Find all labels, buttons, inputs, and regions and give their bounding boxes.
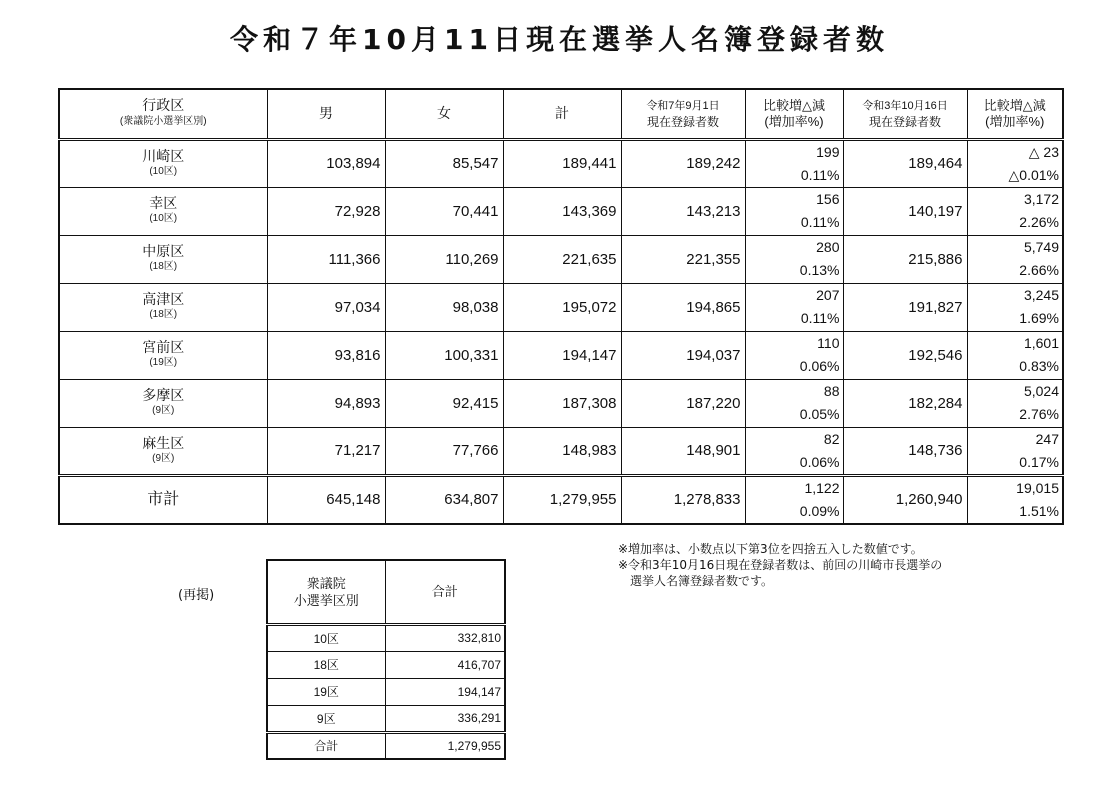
- past-cell: 215,886: [843, 235, 967, 283]
- table-row: [59, 139, 1063, 187]
- value-cell: 416,707: [385, 651, 505, 678]
- female-cell: 85,547: [385, 139, 503, 187]
- past-cell: 140,197: [843, 187, 967, 235]
- table-header-row: [267, 560, 505, 624]
- prev-cell: 194,037: [621, 331, 745, 379]
- female-cell: 92,415: [385, 379, 503, 427]
- diff1-cell: 199 0.11%: [745, 139, 843, 187]
- diff2-cell: 1,601 0.83%: [967, 331, 1063, 379]
- diff2-cell: 19,015 1.51%: [967, 475, 1063, 524]
- total-value-cell: 1,279,955: [385, 732, 505, 759]
- past-cell: 182,284: [843, 379, 967, 427]
- diff1-cell: 88 0.05%: [745, 379, 843, 427]
- male-cell: 93,816: [267, 331, 385, 379]
- prev-cell: 1,278,833: [621, 475, 745, 524]
- header-diff-1: 比較増△減 (増加率%): [745, 89, 843, 139]
- diff1-cell: 82 0.06%: [745, 427, 843, 475]
- table-row: [59, 187, 1063, 235]
- male-cell: 71,217: [267, 427, 385, 475]
- header-prev-registered: 令和7年9月1日 現在登録者数: [621, 89, 745, 139]
- header-diff-2: 比較増△減 (増加率%): [967, 89, 1063, 139]
- sub-total-row: [267, 732, 505, 759]
- value-cell: 336,291: [385, 705, 505, 732]
- diff2-cell: 3,172 2.26%: [967, 187, 1063, 235]
- header-past-registered: 令和3年10月16日 現在登録者数: [843, 89, 967, 139]
- table-row: [59, 235, 1063, 283]
- female-cell: 634,807: [385, 475, 503, 524]
- ward-cell: 宮前区 (19区): [59, 331, 267, 379]
- header-ward: 行政区 (衆議院小選挙区別): [59, 89, 267, 139]
- female-cell: 70,441: [385, 187, 503, 235]
- diff2-cell: 5,024 2.76%: [967, 379, 1063, 427]
- value-cell: 332,810: [385, 624, 505, 651]
- diff1-cell: 156 0.11%: [745, 187, 843, 235]
- total-cell: 1,279,955: [503, 475, 621, 524]
- header-total: 計: [503, 89, 621, 139]
- repost-label: (再掲): [178, 588, 215, 603]
- header-female: 女: [385, 89, 503, 139]
- past-cell: 189,464: [843, 139, 967, 187]
- prev-cell: 148,901: [621, 427, 745, 475]
- ward-cell: 川崎区 (10区): [59, 139, 267, 187]
- district-cell: 19区: [267, 678, 385, 705]
- past-cell: 192,546: [843, 331, 967, 379]
- prev-cell: 143,213: [621, 187, 745, 235]
- footnote-2: ※令和3年10月16日現在登録者数は、前回の川崎市長選挙の: [618, 558, 943, 572]
- female-cell: 77,766: [385, 427, 503, 475]
- table-row: [267, 705, 505, 732]
- total-cell: 195,072: [503, 283, 621, 331]
- diff1-cell: 110 0.06%: [745, 331, 843, 379]
- footnotes: [618, 541, 942, 589]
- district-cell: 10区: [267, 624, 385, 651]
- ward-cell: 市計: [59, 475, 267, 524]
- registration-table: [58, 88, 1064, 525]
- total-cell: 148,983: [503, 427, 621, 475]
- diff2-cell: 247 0.17%: [967, 427, 1063, 475]
- male-cell: 111,366: [267, 235, 385, 283]
- ward-cell: 麻生区 (9区): [59, 427, 267, 475]
- female-cell: 98,038: [385, 283, 503, 331]
- table-header-row: [59, 89, 1063, 139]
- diff2-cell: △ 23 △0.01%: [967, 139, 1063, 187]
- diff1-cell: 1,122 0.09%: [745, 475, 843, 524]
- diff1-cell: 207 0.11%: [745, 283, 843, 331]
- total-cell: 143,369: [503, 187, 621, 235]
- city-total-row: [59, 475, 1063, 524]
- diff1-cell: 280 0.13%: [745, 235, 843, 283]
- district-cell: 18区: [267, 651, 385, 678]
- female-cell: 110,269: [385, 235, 503, 283]
- male-cell: 94,893: [267, 379, 385, 427]
- page-title: 令和７年10月11日現在選挙人名簿登録者数: [230, 23, 889, 56]
- header-male: 男: [267, 89, 385, 139]
- ward-cell: 多摩区 (9区): [59, 379, 267, 427]
- table-row: [267, 678, 505, 705]
- ward-cell: 中原区 (18区): [59, 235, 267, 283]
- ward-cell: 高津区 (18区): [59, 283, 267, 331]
- prev-cell: 189,242: [621, 139, 745, 187]
- male-cell: 97,034: [267, 283, 385, 331]
- male-cell: 645,148: [267, 475, 385, 524]
- table-row: [59, 283, 1063, 331]
- prev-cell: 194,865: [621, 283, 745, 331]
- table-row: [267, 624, 505, 651]
- table-row: [59, 331, 1063, 379]
- prev-cell: 187,220: [621, 379, 745, 427]
- female-cell: 100,331: [385, 331, 503, 379]
- prev-cell: 221,355: [621, 235, 745, 283]
- ward-cell: 幸区 (10区): [59, 187, 267, 235]
- total-cell: 221,635: [503, 235, 621, 283]
- diff2-cell: 3,245 1.69%: [967, 283, 1063, 331]
- past-cell: 191,827: [843, 283, 967, 331]
- header-district: 衆議院 小選挙区別: [267, 560, 385, 624]
- male-cell: 72,928: [267, 187, 385, 235]
- past-cell: 1,260,940: [843, 475, 967, 524]
- total-cell: 194,147: [503, 331, 621, 379]
- footnote-1: ※増加率は、小数点以下第3位を四捨五入した数値です。: [618, 542, 923, 556]
- past-cell: 148,736: [843, 427, 967, 475]
- table-row: [267, 651, 505, 678]
- total-cell: 187,308: [503, 379, 621, 427]
- diff2-cell: 5,749 2.66%: [967, 235, 1063, 283]
- value-cell: 194,147: [385, 678, 505, 705]
- table-row: [59, 427, 1063, 475]
- table-row: [59, 379, 1063, 427]
- district-cell: 9区: [267, 705, 385, 732]
- district-summary-table: [266, 559, 506, 760]
- male-cell: 103,894: [267, 139, 385, 187]
- footnote-2-continued: 選挙人名簿登録者数です。: [630, 574, 774, 588]
- total-cell: 189,441: [503, 139, 621, 187]
- total-label-cell: 合計: [267, 732, 385, 759]
- header-sum: 合計: [385, 560, 505, 624]
